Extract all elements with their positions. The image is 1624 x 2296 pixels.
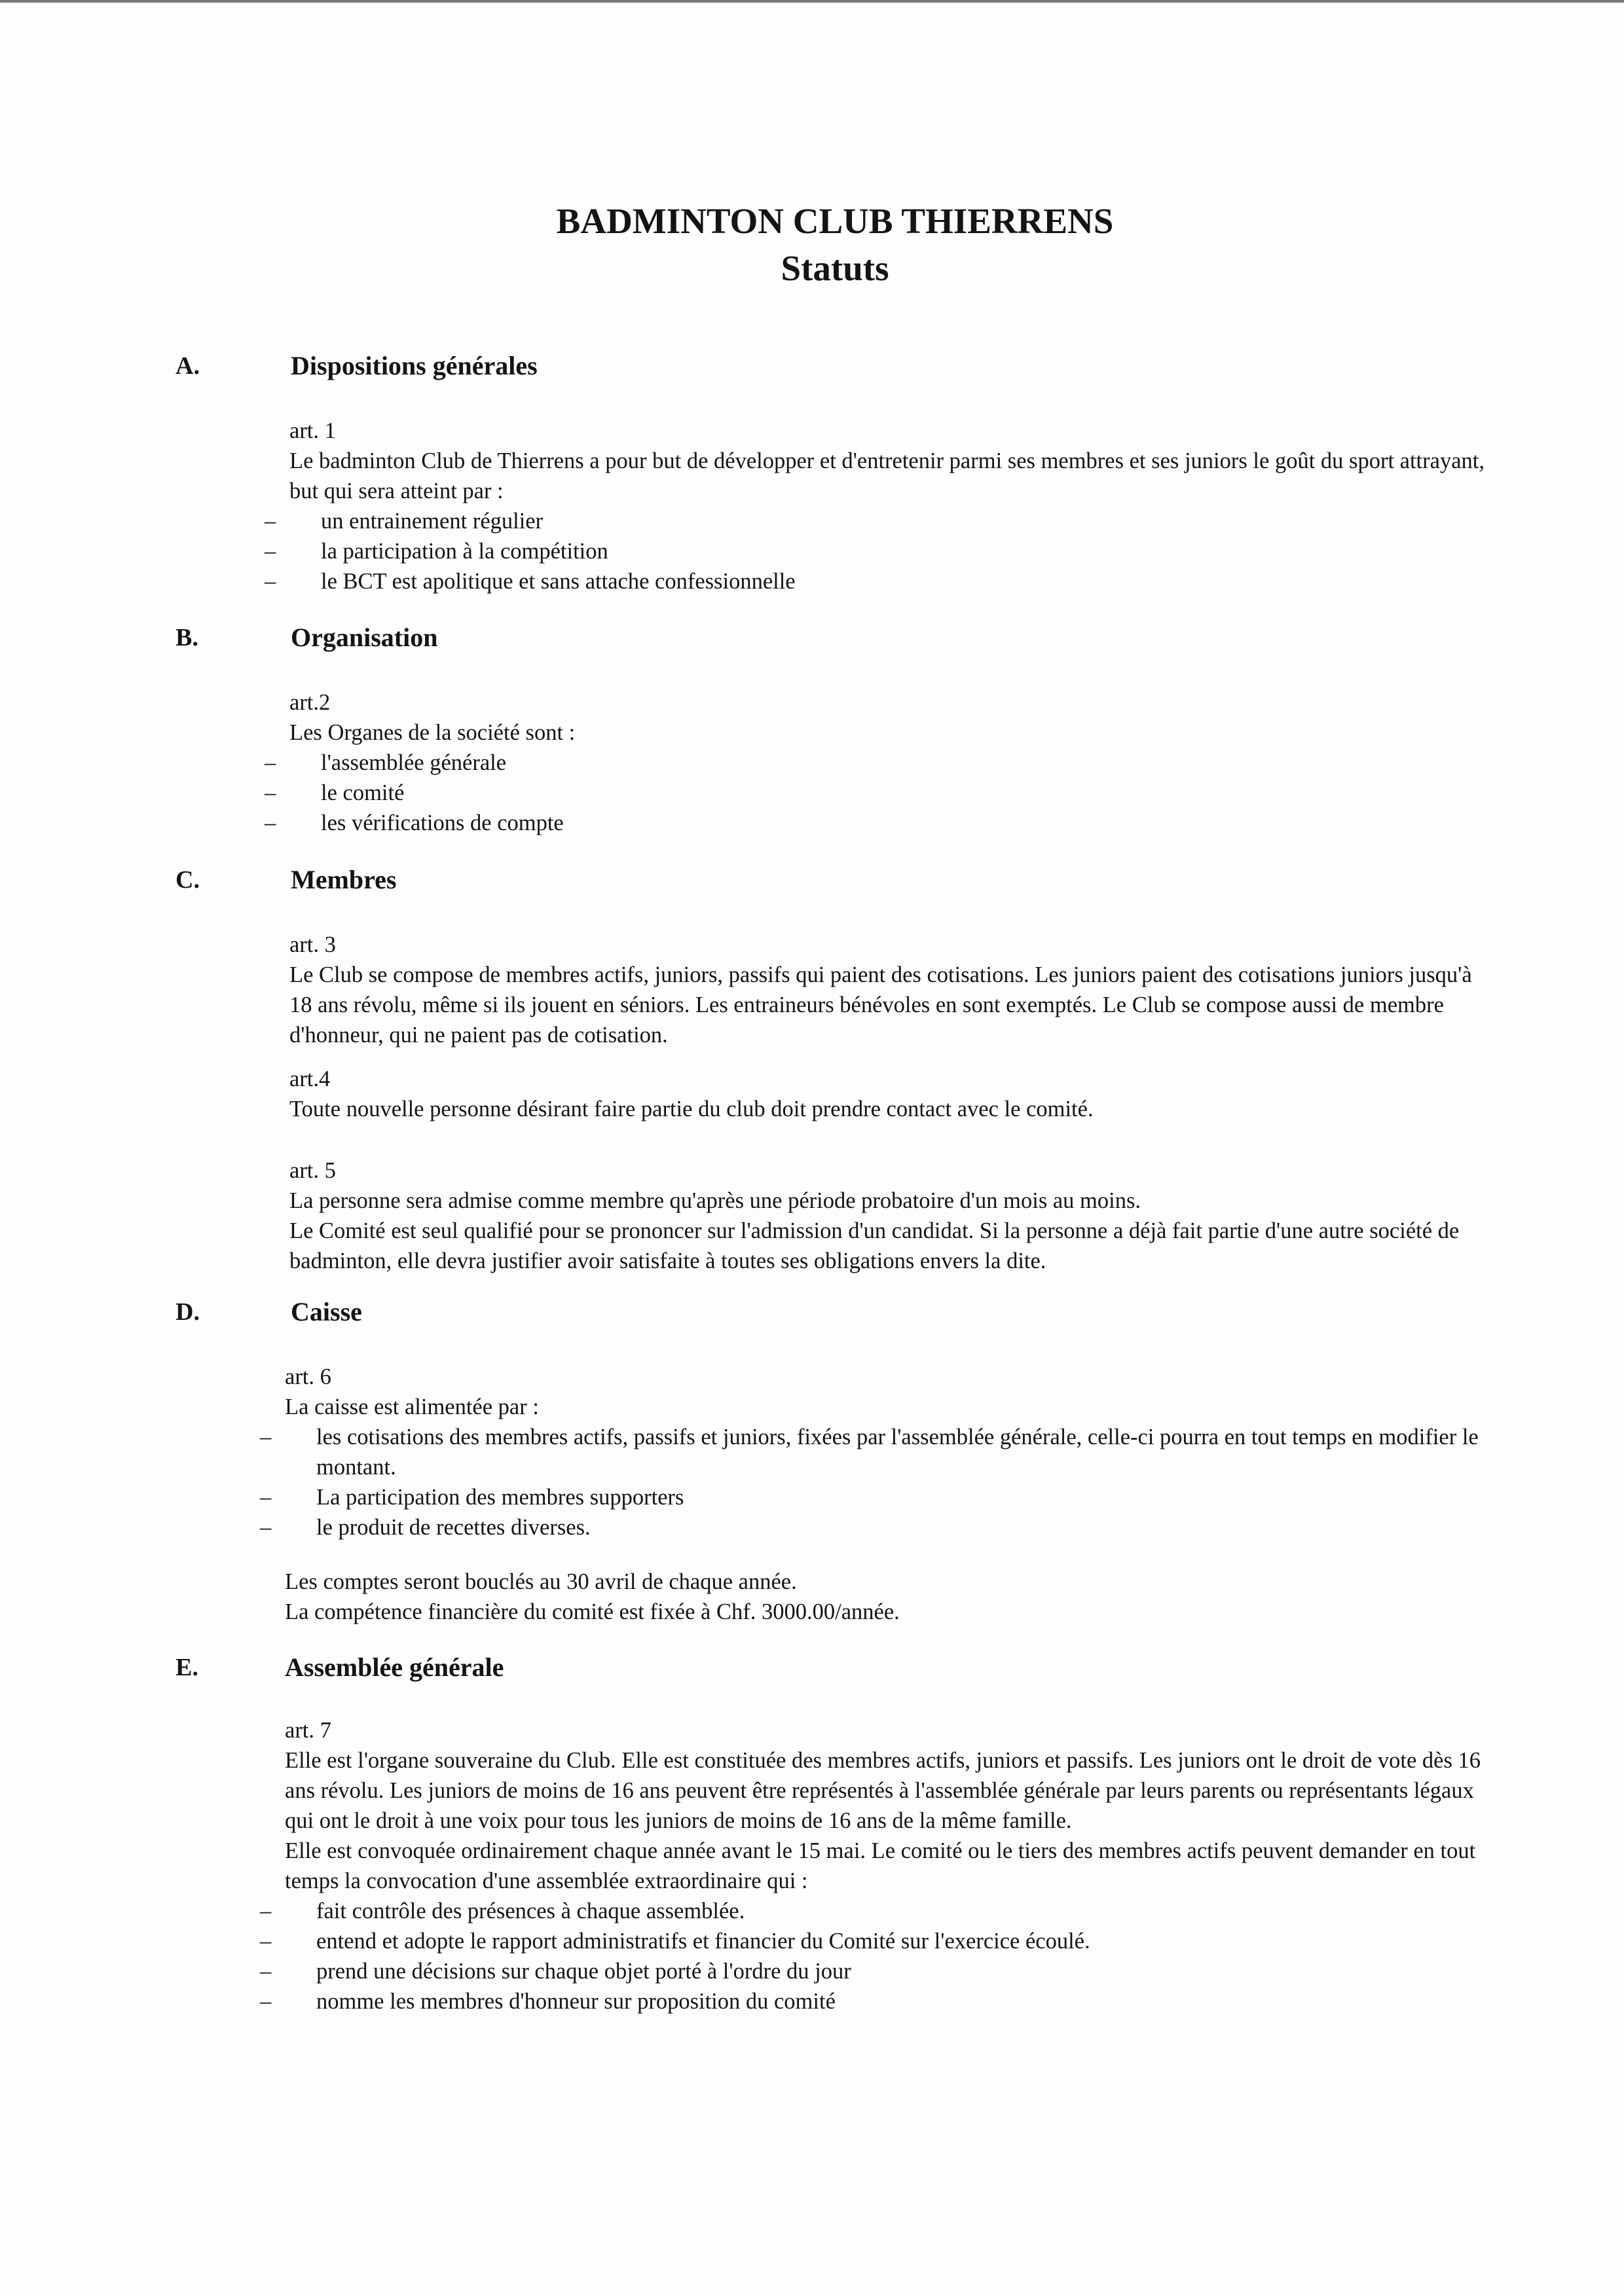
article-2 — [289, 687, 1488, 838]
section-letter-e: E. — [175, 1654, 198, 1681]
article-text: La caisse est alimentée par : — [285, 1394, 539, 1419]
article-text: Le badminton Club de Thierrens a pour but de développer et d'entretenir parmi ses membres et ses juniors le goût du sport attrayant, but qui sera atteint par : — [289, 448, 1485, 503]
list-item: – la participation à la compétition — [288, 536, 1488, 566]
list-item: – entend et adopte le rapport administratifs et financier du Comité sur l'exercice écoulé. — [284, 1926, 1483, 1956]
section-letter-c: C. — [175, 866, 200, 894]
section-heading-c: Membres — [291, 865, 397, 894]
article-label: art. 3 — [289, 932, 336, 957]
article-label: art. 5 — [289, 1158, 336, 1183]
list-item: – les vérifications de compte — [288, 808, 1488, 838]
scan-edge — [0, 0, 1624, 3]
article-label: art.4 — [289, 1066, 331, 1091]
article-text-2: Le Comité est seul qualifié pour se prononcer sur l'admission d'un candidat. Si la personne a déjà fait partie d'une autre société de badminton, elle devra justifier avoir satisfaite à toutes ses obligations envers la dite. — [289, 1218, 1460, 1273]
financial-competence-note: La compétence financière du comité est fixée à Chf. 3000.00/année. — [285, 1599, 900, 1624]
article-text: Toute nouvelle personne désirant faire partie du club doit prendre contact avec le comité. — [289, 1097, 1094, 1121]
article-text: La personne sera admise comme membre qu'après une période probatoire d'un mois au moins. — [289, 1188, 1141, 1213]
article-4 — [289, 1064, 1488, 1124]
list-item: – l'assemblée générale — [288, 748, 1488, 778]
section-letter-b: B. — [175, 624, 198, 651]
section-letter-a: A. — [175, 352, 200, 380]
article-text: Le Club se compose de membres actifs, juniors, passifs qui paient des cotisations. Les juniors paient des cotisations juniors jusqu'à 18 ans révolu, même si ils jouent en séniors. Les entraineurs bénévoles en sont exemptés. Le Club se compose aussi de membre d'honneur, qui ne paient pas de cotisation. — [289, 962, 1472, 1048]
article-3 — [289, 930, 1488, 1050]
list-item: – le produit de recettes diverses. — [284, 1512, 1483, 1542]
document-subtitle: Statuts — [781, 248, 889, 288]
article-list — [285, 1422, 1483, 1542]
article-list — [285, 1896, 1483, 2016]
section-heading-d: Caisse — [291, 1297, 362, 1326]
section-heading-a: Dispositions générales — [291, 351, 538, 380]
list-item: – les cotisations des membres actifs, passifs et juniors, fixées par l'assemblée générale, celle-ci pourra en tout temps en modifier le montant. — [284, 1422, 1483, 1482]
article-text: Elle est l'organe souveraine du Club. Elle est constituée des membres actifs, juniors et passifs. Les juniors ont le droit de vote dès 16 ans révolu. Les juniors de moins de 16 ans peuvent être représentés à l'assemblée générale par leurs parents ou représentants légaux qui ont le droit à une voix pour tous les juniors de moins de 16 ans de la même famille. — [285, 1748, 1481, 1833]
list-item: – nomme les membres d'honneur sur proposition du comité — [284, 1986, 1483, 2016]
article-label: art.2 — [289, 690, 331, 715]
article-label: art. 7 — [285, 1718, 331, 1743]
accounts-closing-note: Les comptes seront bouclés au 30 avril de chaque année. — [285, 1569, 797, 1594]
article-list — [289, 506, 1488, 596]
section-heading-e: Assemblée générale — [285, 1652, 504, 1682]
article-5 — [289, 1156, 1488, 1276]
title-block — [0, 198, 1624, 292]
list-item: – le BCT est apolitique et sans attache confessionnelle — [288, 566, 1488, 596]
section-letter-d: D. — [175, 1298, 200, 1326]
article-text-2: Elle est convoquée ordinairement chaque année avant le 15 mai. Le comité ou le tiers des membres actifs peuvent demander en tout temps la convocation d'une assemblée extraordinaire qui : — [285, 1838, 1476, 1893]
document-title: BADMINTON CLUB THIERRENS — [556, 201, 1114, 241]
list-item: – le comité — [288, 778, 1488, 808]
list-item: – prend une décisions sur chaque objet porté à l'ordre du jour — [284, 1956, 1483, 1986]
article-6-notes — [285, 1567, 1483, 1627]
article-list — [289, 748, 1488, 838]
article-label: art. 6 — [285, 1364, 331, 1389]
article-text: Les Organes de la société sont : — [289, 720, 576, 745]
article-label: art. 1 — [289, 418, 336, 443]
section-heading-b: Organisation — [291, 623, 438, 652]
list-item: – un entrainement régulier — [288, 506, 1488, 536]
list-item: – fait contrôle des présences à chaque assemblée. — [284, 1896, 1483, 1926]
article-6 — [285, 1362, 1483, 1542]
article-1 — [289, 416, 1488, 596]
list-item: – La participation des membres supporters — [284, 1482, 1483, 1512]
article-7 — [285, 1715, 1483, 2016]
